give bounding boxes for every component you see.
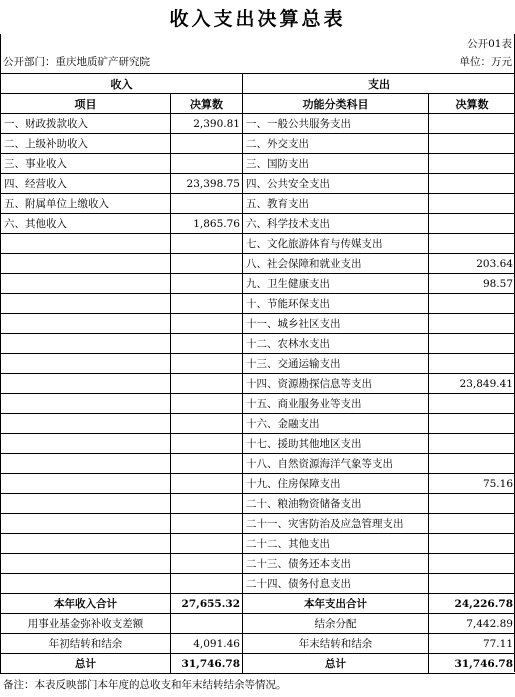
income-item-cell: 一、财政拨款收入 bbox=[1, 114, 171, 134]
income-item-cell bbox=[1, 474, 171, 494]
income-item-cell: 二、上级补助收入 bbox=[1, 134, 171, 154]
expense-amount-cell bbox=[429, 134, 515, 154]
income-amount-cell: 31,746.78 bbox=[171, 654, 243, 674]
income-amount-cell bbox=[171, 434, 243, 454]
income-header: 收入 bbox=[1, 74, 243, 94]
income-amount-cell bbox=[171, 394, 243, 414]
income-amount-cell: 4,091.46 bbox=[171, 634, 243, 654]
expense-amount-cell bbox=[429, 454, 515, 474]
expense-item-cell: 十五、商业服务业等支出 bbox=[243, 394, 429, 414]
income-amount-cell bbox=[171, 514, 243, 534]
table-row bbox=[1, 494, 515, 514]
expense-item-cell: 年末结转和结余 bbox=[243, 634, 429, 654]
table-row bbox=[1, 394, 515, 414]
amount-header: 决算数 bbox=[171, 94, 243, 114]
expense-item-cell: 本年支出合计 bbox=[243, 594, 429, 614]
income-item-cell: 本年收入合计 bbox=[1, 594, 171, 614]
income-amount-cell bbox=[171, 554, 243, 574]
expense-amount-cell bbox=[429, 234, 515, 254]
expense-item-cell: 十二、农林水支出 bbox=[243, 334, 429, 354]
expense-amount-cell: 75.16 bbox=[429, 474, 515, 494]
expense-item-cell: 二十一、灾害防治及应急管理支出 bbox=[243, 514, 429, 534]
page-title: 收入支出决算总表 bbox=[169, 7, 346, 30]
expense-amount-cell bbox=[429, 494, 515, 514]
expense-item-cell: 一、一般公共服务支出 bbox=[243, 114, 429, 134]
expense-amount-cell: 7,442.89 bbox=[429, 614, 515, 634]
income-amount-cell: 27,655.32 bbox=[171, 594, 243, 614]
table-row bbox=[1, 514, 515, 534]
table-row bbox=[1, 154, 515, 174]
income-amount-cell bbox=[171, 374, 243, 394]
expense-amount-cell bbox=[429, 294, 515, 314]
income-amount-cell bbox=[171, 234, 243, 254]
expense-amount-cell bbox=[429, 194, 515, 214]
income-item-cell bbox=[1, 494, 171, 514]
income-amount-cell bbox=[171, 294, 243, 314]
expense-amount-cell bbox=[429, 174, 515, 194]
expense-amount-cell: 23,849.41 bbox=[429, 374, 515, 394]
budget-table bbox=[0, 73, 515, 674]
income-amount-cell bbox=[171, 354, 243, 374]
income-amount-cell bbox=[171, 254, 243, 274]
summary-row bbox=[1, 634, 515, 654]
table-row bbox=[1, 474, 515, 494]
expense-amount-cell bbox=[429, 434, 515, 454]
expense-item-cell: 七、文化旅游体育与传媒支出 bbox=[243, 234, 429, 254]
table-row bbox=[1, 574, 515, 594]
expense-item-cell: 二十、粮油物资储备支出 bbox=[243, 494, 429, 514]
expense-item-cell: 十一、城乡社区支出 bbox=[243, 314, 429, 334]
expense-item-cell: 十六、金融支出 bbox=[243, 414, 429, 434]
income-amount-cell bbox=[171, 334, 243, 354]
income-amount-cell bbox=[171, 494, 243, 514]
table-row bbox=[1, 414, 515, 434]
income-item-cell: 三、事业收入 bbox=[1, 154, 171, 174]
expense-amount-cell bbox=[429, 314, 515, 334]
income-item-cell: 五、附属单位上缴收入 bbox=[1, 194, 171, 214]
income-item-cell: 用事业基金弥补收支差额 bbox=[1, 614, 171, 634]
footnote: 备注：本表反映部门本年度的总收支和年末结转结余等情况。 bbox=[3, 679, 287, 691]
income-amount-cell bbox=[171, 314, 243, 334]
form-no-row bbox=[0, 34, 515, 52]
unit-label: 单位：万元 bbox=[459, 55, 512, 68]
expense-item-cell: 二十四、债务付息支出 bbox=[243, 574, 429, 594]
expense-item-cell: 二十二、其他支出 bbox=[243, 534, 429, 554]
income-item-cell bbox=[1, 434, 171, 454]
table-row bbox=[1, 434, 515, 454]
table-row bbox=[1, 374, 515, 394]
department-row bbox=[0, 52, 515, 70]
expense-item-cell: 二、外交支出 bbox=[243, 134, 429, 154]
income-item-cell bbox=[1, 334, 171, 354]
table-row bbox=[1, 174, 515, 194]
expense-header: 支出 bbox=[243, 74, 515, 94]
summary-row bbox=[1, 594, 515, 614]
table-row bbox=[1, 554, 515, 574]
income-amount-cell bbox=[171, 134, 243, 154]
column-header-row bbox=[1, 94, 515, 114]
income-amount-cell bbox=[171, 154, 243, 174]
expense-item-cell: 四、公共安全支出 bbox=[243, 174, 429, 194]
expense-amount-cell: 98.57 bbox=[429, 274, 515, 294]
income-item-cell: 六、其他收入 bbox=[1, 214, 171, 234]
table-row bbox=[1, 534, 515, 554]
expense-item-cell: 九、卫生健康支出 bbox=[243, 274, 429, 294]
income-amount-cell bbox=[171, 574, 243, 594]
form-number: 公开01表 bbox=[467, 37, 512, 50]
income-amount-cell bbox=[171, 534, 243, 554]
income-item-cell bbox=[1, 394, 171, 414]
expense-item-cell: 三、国防支出 bbox=[243, 154, 429, 174]
expense-amount-cell: 24,226.78 bbox=[429, 594, 515, 614]
expense-amount-cell bbox=[429, 394, 515, 414]
item-header: 项目 bbox=[1, 94, 171, 114]
income-item-cell bbox=[1, 374, 171, 394]
section-header-row bbox=[1, 74, 515, 94]
expense-amount-cell bbox=[429, 514, 515, 534]
table-row bbox=[1, 334, 515, 354]
expense-amount-cell: 31,746.78 bbox=[429, 654, 515, 674]
table-row bbox=[1, 454, 515, 474]
meta-table bbox=[0, 34, 515, 70]
expense-item-cell: 十八、自然资源海洋气象等支出 bbox=[243, 454, 429, 474]
expense-amount-cell bbox=[429, 114, 515, 134]
income-item-cell bbox=[1, 574, 171, 594]
income-amount-cell bbox=[171, 474, 243, 494]
expense-amount-cell bbox=[429, 574, 515, 594]
expense-amount-cell: 203.64 bbox=[429, 254, 515, 274]
income-item-cell: 年初结转和结余 bbox=[1, 634, 171, 654]
income-amount-cell bbox=[171, 614, 243, 634]
expense-item-cell: 五、教育支出 bbox=[243, 194, 429, 214]
expense-item-cell: 六、科学技术支出 bbox=[243, 214, 429, 234]
expense-amount-cell bbox=[429, 354, 515, 374]
expense-item-cell: 十四、资源勘探信息等支出 bbox=[243, 374, 429, 394]
table-row bbox=[1, 294, 515, 314]
expense-amount-cell bbox=[429, 334, 515, 354]
table-row bbox=[1, 194, 515, 214]
table-row bbox=[1, 254, 515, 274]
income-item-cell bbox=[1, 534, 171, 554]
expense-amount-cell: 77.11 bbox=[429, 634, 515, 654]
income-amount-cell bbox=[171, 454, 243, 474]
table-row bbox=[1, 354, 515, 374]
income-amount-cell: 23,398.75 bbox=[171, 174, 243, 194]
table-row bbox=[1, 214, 515, 234]
income-item-cell bbox=[1, 514, 171, 534]
expense-amount-cell bbox=[429, 534, 515, 554]
income-item-cell bbox=[1, 354, 171, 374]
income-amount-cell: 1,865.76 bbox=[171, 214, 243, 234]
income-item-cell bbox=[1, 234, 171, 254]
income-amount-cell bbox=[171, 274, 243, 294]
income-item-cell: 四、经营收入 bbox=[1, 174, 171, 194]
income-amount-cell bbox=[171, 414, 243, 434]
income-item-cell bbox=[1, 254, 171, 274]
expense-amount-cell bbox=[429, 154, 515, 174]
summary-row bbox=[1, 654, 515, 674]
table-row bbox=[1, 314, 515, 334]
table-row bbox=[1, 234, 515, 254]
income-amount-cell: 2,390.81 bbox=[171, 114, 243, 134]
income-item-cell bbox=[1, 274, 171, 294]
department-name: 公开部门：重庆地质矿产研究院 bbox=[3, 55, 150, 68]
expense-item-cell: 十九、住房保障支出 bbox=[243, 474, 429, 494]
table-row bbox=[1, 114, 515, 134]
expense-amount-cell bbox=[429, 214, 515, 234]
income-item-cell bbox=[1, 454, 171, 474]
income-item-cell bbox=[1, 554, 171, 574]
summary-row bbox=[1, 614, 515, 634]
expense-item-cell: 八、社会保障和就业支出 bbox=[243, 254, 429, 274]
expense-amount-cell bbox=[429, 414, 515, 434]
expense-item-cell: 总计 bbox=[243, 654, 429, 674]
table-row bbox=[1, 274, 515, 294]
income-item-cell: 总计 bbox=[1, 654, 171, 674]
amount2-header: 决算数 bbox=[429, 94, 515, 114]
income-item-cell bbox=[1, 294, 171, 314]
income-item-cell bbox=[1, 414, 171, 434]
expense-item-cell: 十三、交通运输支出 bbox=[243, 354, 429, 374]
func-category-header: 功能分类科目 bbox=[243, 94, 429, 114]
expense-item-cell: 二十三、债务还本支出 bbox=[243, 554, 429, 574]
expense-amount-cell bbox=[429, 554, 515, 574]
expense-item-cell: 结余分配 bbox=[243, 614, 429, 634]
expense-item-cell: 十七、援助其他地区支出 bbox=[243, 434, 429, 454]
income-amount-cell bbox=[171, 194, 243, 214]
income-item-cell bbox=[1, 314, 171, 334]
table-row bbox=[1, 134, 515, 154]
expense-item-cell: 十、节能环保支出 bbox=[243, 294, 429, 314]
